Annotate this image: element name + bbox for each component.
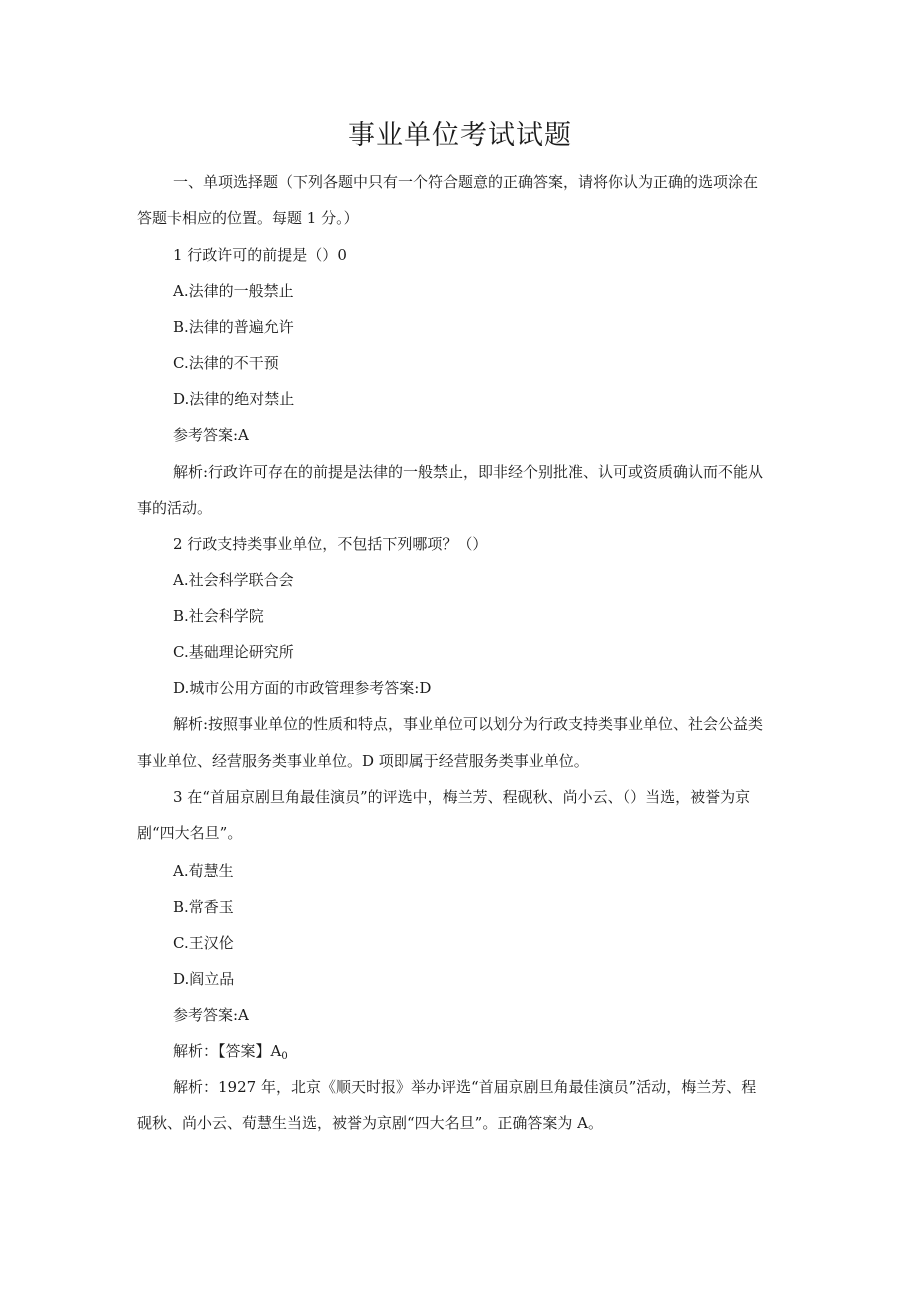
section-heading: 一、单项选择题（下列各题中只有一个符合题意的正确答案，请将你认为正确的选项涂在: [173, 173, 759, 191]
question-2-stem: 2 行政支持类事业单位，不包括下列哪项？（）: [173, 535, 488, 553]
question-1-answer: 参考答案:A: [173, 426, 249, 444]
question-2-option-b: B.社会科学院: [173, 607, 264, 625]
question-3-option-b: B.常香玉: [173, 898, 234, 916]
question-1-option-d: D.法律的绝对禁止: [173, 390, 295, 408]
question-3-analysis-short: [173, 1041, 288, 1061]
question-3-analysis-cont: 砚秋、尚小云、荀慧生当选，被誉为京剧“四大名旦”。正确答案为 A。: [137, 1114, 603, 1132]
question-1-analysis-cont: 事的活动。: [137, 499, 213, 517]
question-3-option-c: C.王汉伦: [173, 934, 234, 952]
question-1-option-b: B.法律的普遍允许: [173, 318, 294, 336]
question-3-option-a: A.荀慧生: [173, 862, 234, 880]
analysis-label: 解析：【答案】A: [173, 1042, 282, 1060]
question-2-option-a: A.社会科学联合会: [173, 571, 294, 589]
question-2-analysis: 解析:按照事业单位的性质和特点，事业单位可以划分为行政支持类事业单位、社会公益类: [173, 715, 764, 733]
question-2-option-d: D.城市公用方面的市政管理参考答案:D: [173, 679, 432, 697]
question-3-answer: 参考答案:A: [173, 1006, 249, 1024]
question-3-option-d: D.阎立品: [173, 970, 235, 988]
question-1-stem: 1 行政许可的前提是（）0: [173, 246, 347, 264]
page-title: 事业单位考试试题: [348, 120, 572, 151]
question-1-option-a: A.法律的一般禁止: [173, 282, 294, 300]
question-3-stem-cont: 剧“四大名旦”。: [137, 824, 243, 842]
question-3-analysis: 解析：1927 年，北京《顺天时报》举办评选“首届京剧旦角最佳演员”活动，梅兰芳、程: [173, 1078, 757, 1096]
question-2-option-c: C.基础理论研究所: [173, 643, 294, 661]
section-heading-cont: 答题卡相应的位置。每题 1 分。）: [137, 209, 359, 227]
question-3-stem: 3 在“首届京剧旦角最佳演员”的评选中，梅兰芳、程砚秋、尚小云、（）当选，被誉为京: [173, 788, 751, 806]
question-2-analysis-cont: 事业单位、经营服务类事业单位。D 项即属于经营服务类事业单位。: [137, 752, 589, 770]
subscript-zero: 0: [281, 1051, 288, 1062]
question-1-option-c: C.法律的不干预: [173, 354, 279, 372]
question-1-analysis: 解析:行政许可存在的前提是法律的一般禁止，即非经个别批准、认可或资质确认而不能从: [173, 463, 764, 481]
